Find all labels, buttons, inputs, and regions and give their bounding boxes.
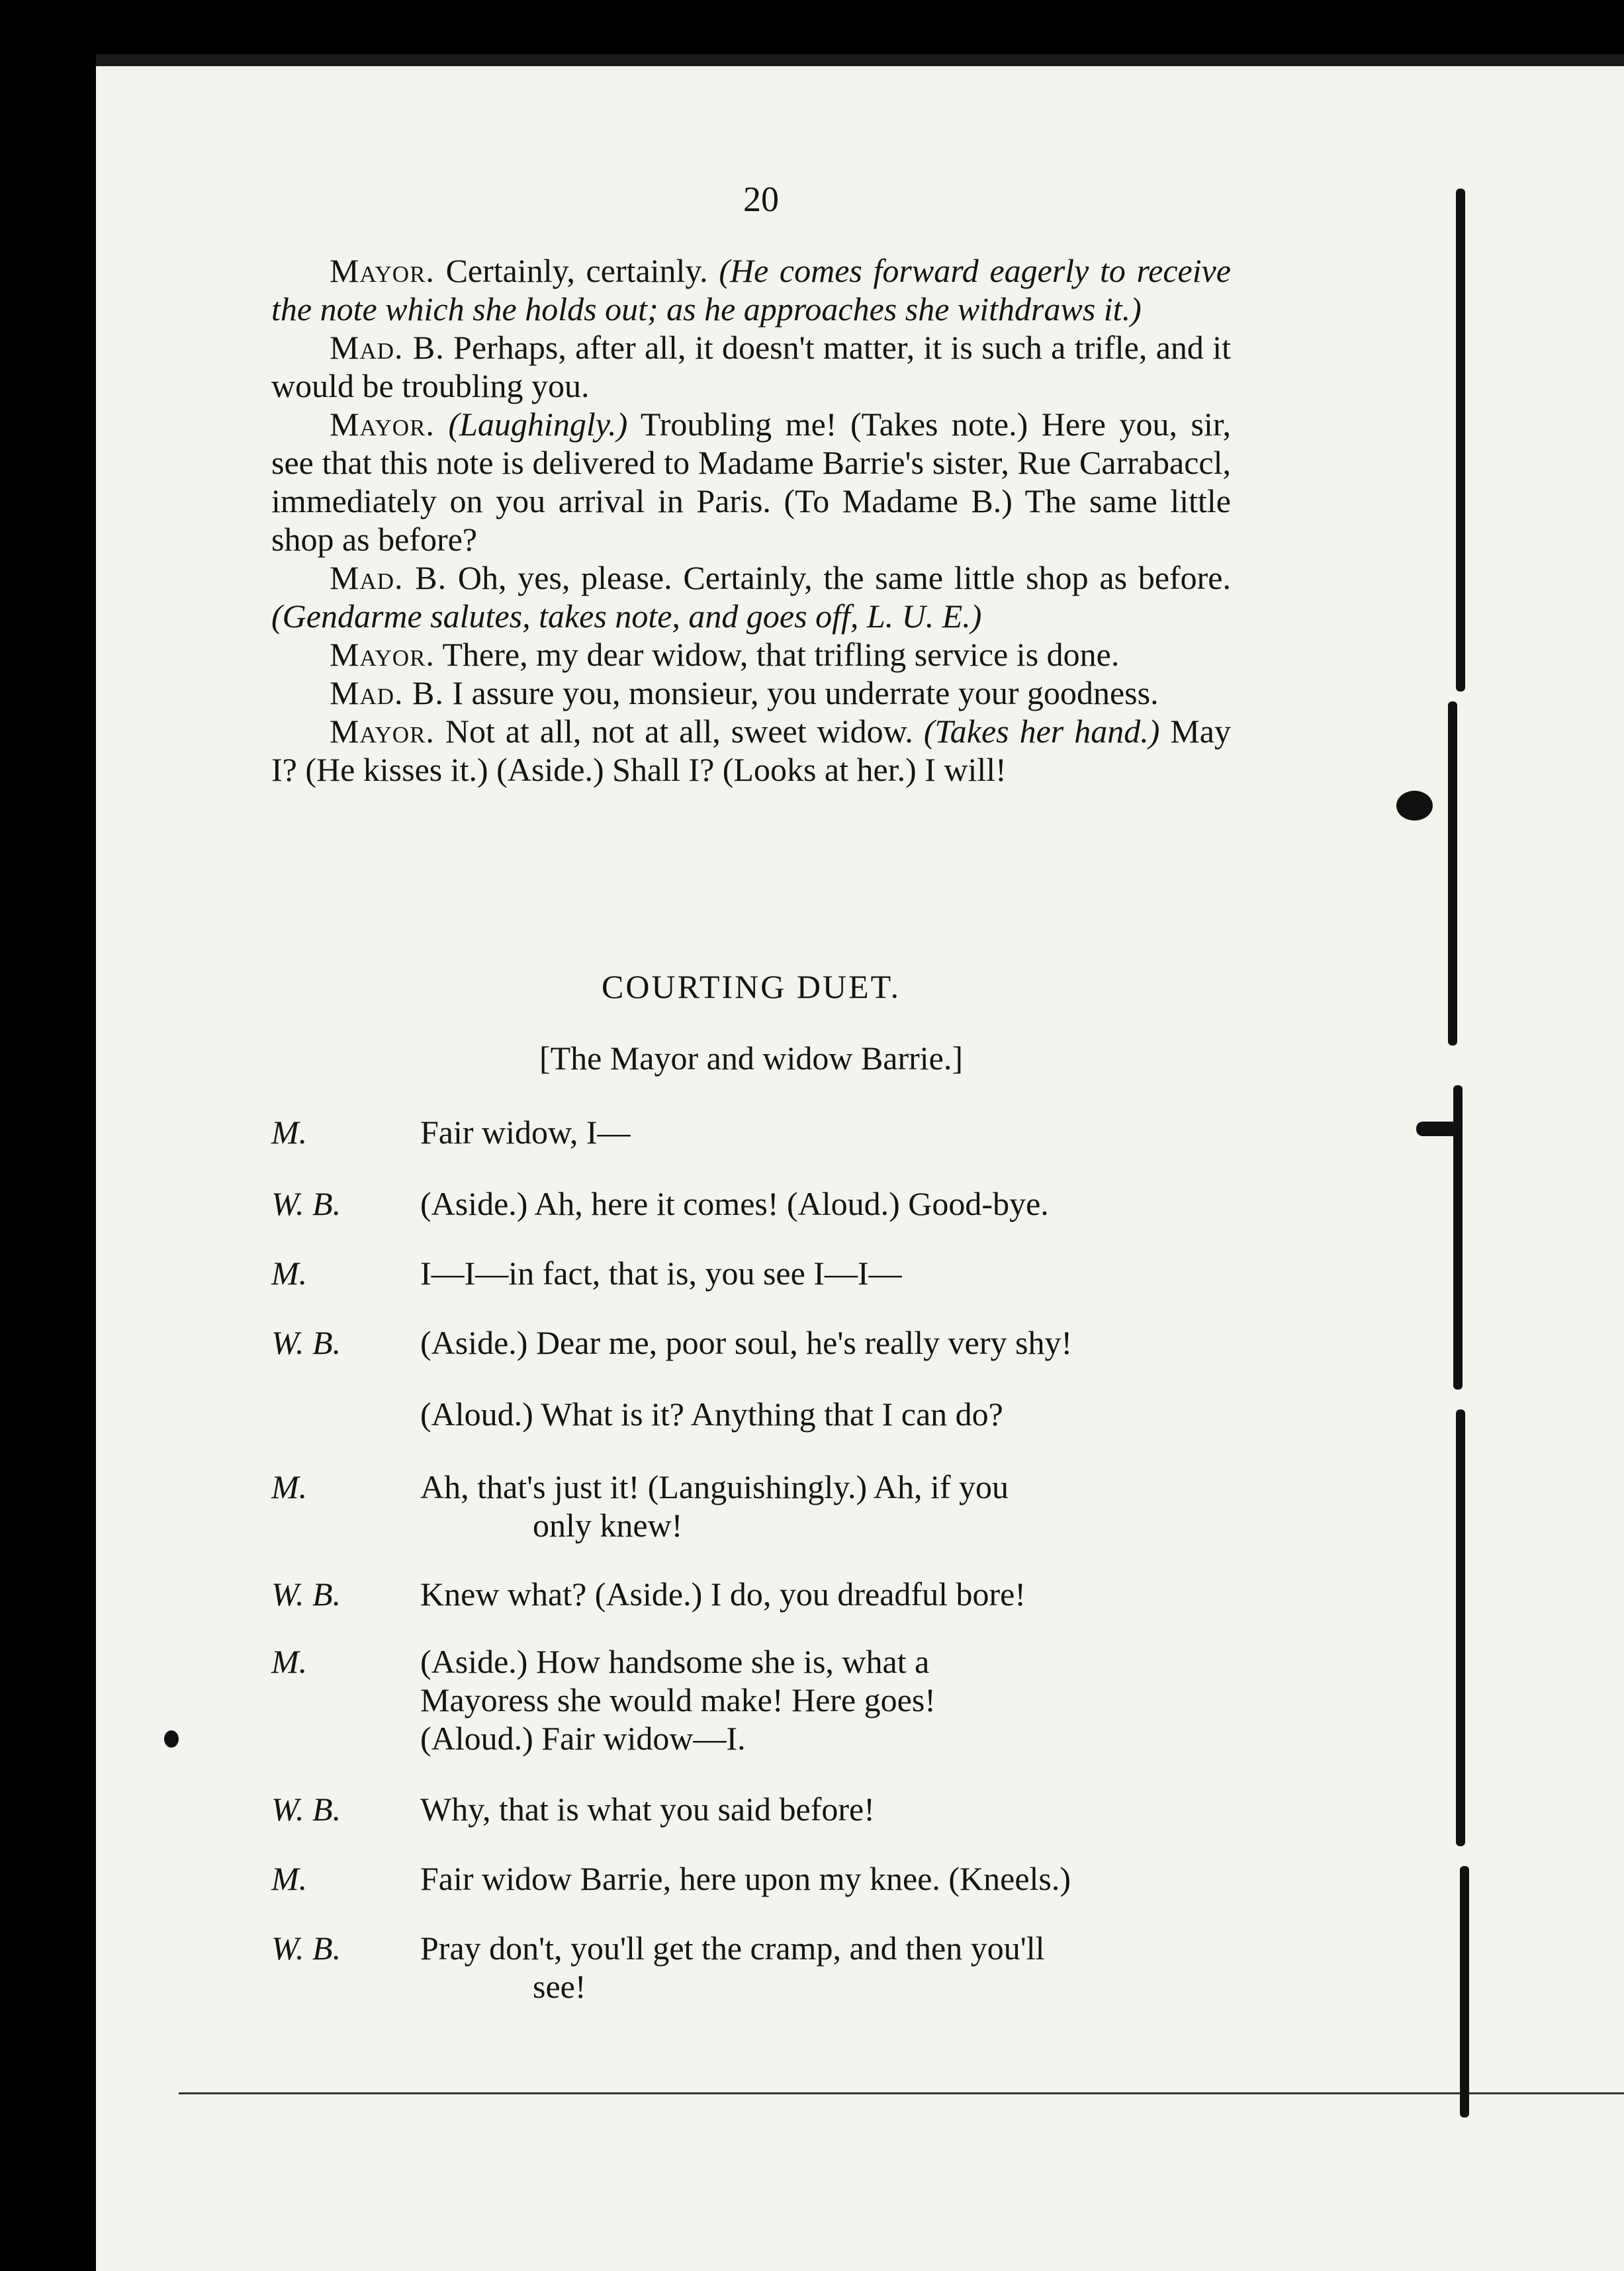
speaker-name: Mayor. — [330, 406, 435, 443]
duet-text: (Aloud.) What is it? Anything that I can do? — [420, 1396, 1003, 1433]
ink-blot — [1416, 1122, 1463, 1136]
scan-top-edge — [96, 54, 1624, 66]
duet-text: (Aside.) Dear me, poor soul, he's really very shy! — [420, 1324, 1073, 1361]
speaker-name: Mayor. — [330, 252, 435, 289]
duet-text: I—I—in fact, that is, you see I—I— — [420, 1255, 902, 1292]
duet-speaker: M. — [271, 1468, 308, 1505]
song-note: [The Mayor and widow Barrie.] — [539, 1040, 964, 1077]
duet-speaker: M. — [271, 1860, 308, 1897]
duet-speaker: W. B. — [271, 1185, 341, 1222]
stage-direction: (Laughingly.) — [448, 406, 628, 443]
dialogue-paragraph — [271, 558, 1231, 635]
duet-speaker: W. B. — [271, 1791, 341, 1828]
duet-text: Fair widow Barrie, here upon my knee. (Kneels.) — [420, 1860, 1071, 1897]
stage-direction: (Gendarme salutes, takes note, and goes off, L. U. E.) — [271, 598, 982, 635]
dialogue-text-continued: May I? (He kisses it.) (Aside.) Shall I? (Looks at her.) I will! — [271, 713, 1231, 788]
margin-ink-mark — [1456, 189, 1465, 691]
bottom-rule — [179, 2092, 1624, 2094]
duet-speaker: M. — [271, 1114, 308, 1151]
speaker-name: Mad. B. — [330, 329, 445, 366]
dialogue-text: Oh, yes, please. Certainly, the same little shop as before. — [447, 559, 1231, 596]
duet-text: Knew what? (Aside.) I do, you dreadful bore! — [420, 1576, 1026, 1613]
speaker-name: Mayor. — [330, 713, 435, 750]
dialogue-text: Not at all, not at all, sweet widow. — [434, 713, 924, 750]
margin-ink-mark — [1460, 1866, 1469, 2117]
duet-text-first: Ah, that's just it! (Languishingly.) Ah, if you — [420, 1468, 1009, 1505]
duet-speaker: M. — [271, 1643, 308, 1680]
dialogue-text-continued: Troubling me! (Takes note.) Here you, sir, see that this note is delivered to Madame Barrie's sister, Rue Carrabaccl, immediately on you arrival in Paris. (To Madame B.) The same little shop as before? — [271, 406, 1232, 558]
stage-direction: (Takes her hand.) — [923, 713, 1160, 750]
dialogue-text: Certainly, certainly. — [434, 252, 719, 289]
duet-text-first: Pray don't, you'll get the cramp, and then you'll — [420, 1930, 1045, 1967]
dialogue-paragraph — [271, 712, 1231, 789]
dialogue-paragraph — [271, 251, 1231, 328]
speaker-name: Mad. B. — [330, 559, 447, 596]
dialogue-text: I assure you, monsieur, you underrate your goodness. — [443, 674, 1159, 711]
duet-text-first: (Aside.) How handsome she is, what a — [420, 1643, 930, 1680]
song-title: COURTING DUET. — [602, 968, 901, 1005]
margin-ink-mark — [1448, 701, 1457, 1046]
speaker-name: Mad. B. — [330, 674, 444, 711]
margin-ink-mark — [1456, 1409, 1465, 1846]
duet-text — [420, 1642, 1261, 1719]
dialogue-text: There, my dear widow, that trifling service is done. — [434, 636, 1120, 673]
duet-text-continued: Mayoress she would make! Here goes! — [420, 1681, 936, 1718]
dialogue-paragraph — [271, 405, 1231, 558]
dialogue-paragraph — [271, 674, 1231, 712]
duet-text: Fair widow, I— — [420, 1114, 631, 1151]
duet-text: (Aside.) Ah, here it comes! (Aloud.) Good-bye. — [420, 1185, 1049, 1222]
page-number: 20 — [743, 179, 779, 219]
ink-blot — [164, 1730, 179, 1748]
duet-text — [420, 1468, 1261, 1544]
dialogue-text: Perhaps, after all, it doesn't matter, it is such a trifle, and it would be troubling you. — [271, 329, 1232, 404]
dialogue-paragraph — [271, 635, 1231, 674]
dialogue-text — [435, 406, 449, 443]
stage-direction: (He comes forward eagerly to receive the note which she holds out; as he approaches she withdraws it.) — [271, 252, 1231, 328]
duet-speaker: W. B. — [271, 1324, 341, 1361]
duet-speaker: W. B. — [271, 1930, 341, 1967]
duet-text: Why, that is what you said before! — [420, 1791, 875, 1828]
dialogue-prose — [271, 251, 1231, 789]
duet-text — [420, 1929, 1261, 2006]
dialogue-paragraph — [271, 328, 1231, 405]
duet-text: (Aloud.) Fair widow—I. — [420, 1720, 746, 1757]
duet-speaker: W. B. — [271, 1576, 341, 1613]
duet-speaker: M. — [271, 1255, 308, 1292]
duet-text-continued: only knew! — [533, 1507, 683, 1544]
speaker-name: Mayor. — [330, 636, 435, 673]
ink-blot — [1396, 791, 1433, 821]
duet-text-continued: see! — [533, 1968, 586, 2005]
